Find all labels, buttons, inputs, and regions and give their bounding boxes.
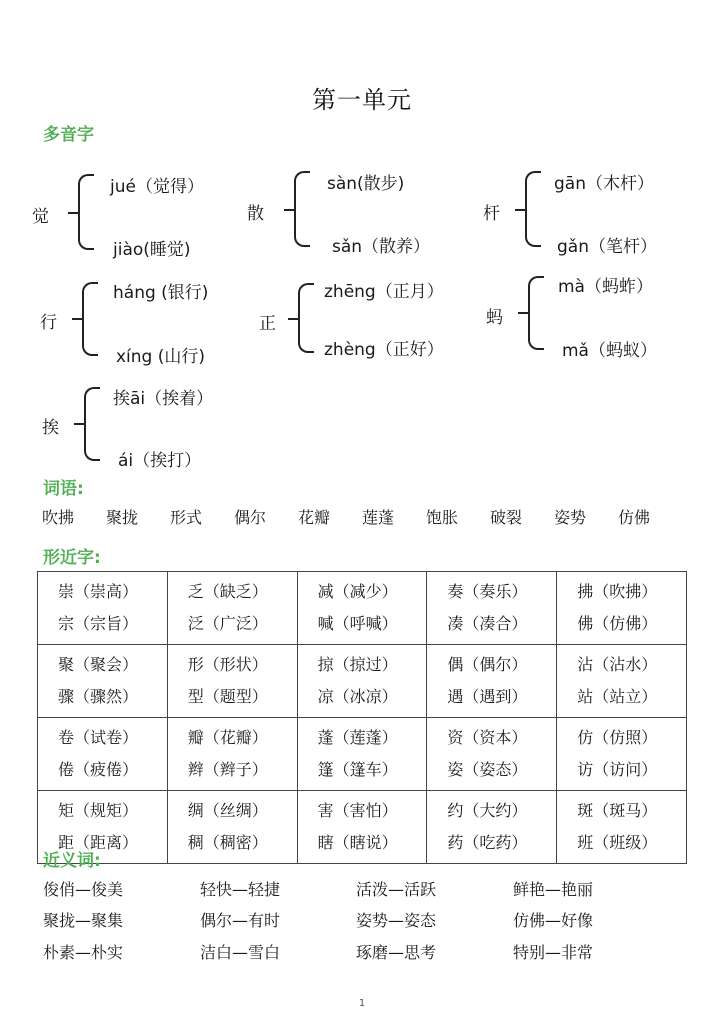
polyphonic-char: 觉 — [32, 207, 49, 227]
table-cell: 乏（缺乏） 泛（广泛） — [167, 572, 297, 645]
page-number: 1 — [358, 998, 366, 1009]
synonym-pair: 姿势—姿态 — [356, 911, 437, 930]
reading: jué（觉得） — [110, 177, 204, 197]
vocab-word: 姿势 — [554, 508, 587, 527]
synonym-pair: 洁白—雪白 — [200, 943, 281, 962]
reading: mà（蚂蚱） — [558, 277, 653, 297]
table-cell: 聚（聚会） 骤（骤然） — [38, 645, 168, 718]
vocab-word: 饱胀 — [426, 508, 459, 527]
table-cell: 沾（沾水） 站（站立） — [557, 645, 687, 718]
page-title: 第一单元 — [312, 86, 412, 114]
similar-chars-table — [37, 571, 687, 864]
vocab-word: 形式 — [170, 508, 203, 527]
section-heading-similar: 形近字: — [43, 548, 101, 568]
vocab-word: 聚拢 — [106, 508, 139, 527]
brace-icon — [68, 212, 78, 214]
table-cell: 瓣（花瓣） 辫（辫子） — [167, 718, 297, 791]
brace-icon — [288, 318, 298, 320]
table-row — [38, 572, 687, 645]
table-cell: 奏（奏乐） 凑（凑合） — [427, 572, 557, 645]
table-cell: 减（减少） 喊（呼喊） — [297, 572, 427, 645]
table-cell: 蓬（莲蓬） 篷（篷车） — [297, 718, 427, 791]
vocab-word: 花瓣 — [298, 508, 331, 527]
brace-icon — [84, 387, 100, 461]
reading: ái（挨打） — [118, 451, 202, 471]
table-cell: 绸（丝绸） 稠（稠密） — [167, 791, 297, 864]
reading: sǎn（散养） — [332, 237, 431, 257]
brace-icon — [518, 312, 528, 314]
brace-icon — [284, 209, 294, 211]
table-row — [38, 718, 687, 791]
reading: háng (银行) — [113, 283, 209, 303]
reading: 挨āi（挨着） — [113, 389, 214, 409]
reading: xíng (山行) — [116, 347, 206, 367]
table-cell: 卷（试卷） 倦（疲倦） — [38, 718, 168, 791]
polyphonic-char: 行 — [40, 313, 57, 333]
table-cell: 约（大约） 药（吃药） — [427, 791, 557, 864]
polyphonic-char: 正 — [259, 314, 276, 334]
vocab-word: 莲蓬 — [362, 508, 395, 527]
brace-icon — [515, 209, 525, 211]
vocab-word: 仿佛 — [618, 508, 651, 527]
section-heading-vocab: 词语: — [43, 479, 84, 499]
reading: zhēng（正月） — [324, 282, 444, 302]
reading: sàn(散步) — [327, 174, 405, 194]
synonym-pair: 聚拢—聚集 — [43, 911, 124, 930]
brace-icon — [82, 282, 98, 356]
table-cell: 掠（掠过） 凉（冰凉） — [297, 645, 427, 718]
synonym-pair: 琢磨—思考 — [356, 943, 437, 962]
synonym-pair: 特别—非常 — [513, 943, 594, 962]
synonym-pair: 俊俏—俊美 — [43, 880, 124, 899]
brace-icon — [74, 423, 84, 425]
reading: mǎ（蚂蚁） — [562, 341, 657, 361]
table-cell: 偶（偶尔） 遇（遇到） — [427, 645, 557, 718]
brace-icon — [525, 171, 541, 247]
table-row — [38, 645, 687, 718]
table-cell: 害（害怕） 瞎（瞎说） — [297, 791, 427, 864]
brace-icon — [78, 174, 94, 250]
table-cell: 崇（崇高） 宗（宗旨） — [38, 572, 168, 645]
synonym-pair: 偶尔—有时 — [200, 911, 281, 930]
brace-icon — [72, 318, 82, 320]
reading: gǎn（笔杆） — [557, 237, 657, 257]
table-cell: 矩（规矩） 距（距离） — [38, 791, 168, 864]
table-row — [38, 791, 687, 864]
table-cell: 拂（吹拂） 佛（仿佛） — [557, 572, 687, 645]
polyphonic-char: 挨 — [42, 418, 59, 438]
section-heading-polyphonic: 多音字 — [43, 125, 94, 145]
table-cell: 资（资本） 姿（姿态） — [427, 718, 557, 791]
table-cell: 形（形状） 型（题型） — [167, 645, 297, 718]
synonym-pair: 朴素—朴实 — [43, 943, 124, 962]
polyphonic-char: 蚂 — [486, 308, 503, 328]
reading: gān（木杆） — [554, 174, 654, 194]
brace-icon — [298, 283, 314, 353]
polyphonic-char: 散 — [247, 204, 264, 224]
synonym-pair: 仿佛—好像 — [513, 911, 594, 930]
table-cell: 斑（斑马） 班（班级） — [557, 791, 687, 864]
polyphonic-char: 杆 — [483, 204, 500, 224]
brace-icon — [528, 276, 544, 350]
vocab-word: 破裂 — [490, 508, 523, 527]
brace-icon — [294, 171, 310, 247]
reading: zhèng（正好） — [324, 340, 444, 360]
table-cell: 仿（仿照） 访（访问） — [557, 718, 687, 791]
synonym-pair: 鲜艳—艳丽 — [513, 880, 594, 899]
vocab-list — [42, 505, 682, 528]
synonym-pair: 轻快—轻捷 — [200, 880, 281, 899]
section-heading-synonyms: 近义词: — [43, 851, 101, 871]
reading: jiào(睡觉) — [113, 240, 191, 260]
vocab-word: 偶尔 — [234, 508, 267, 527]
synonym-pair: 活泼—活跃 — [356, 880, 437, 899]
vocab-word: 吹拂 — [42, 508, 75, 527]
